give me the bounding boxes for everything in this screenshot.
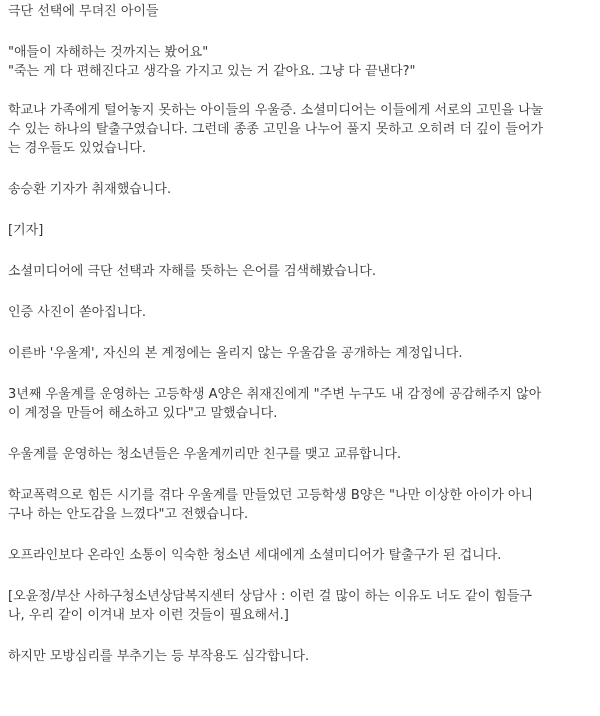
paragraph-student-b: [8, 486, 590, 524]
paragraph-line: 하지만 모방심리를 부추기는 등 부작용도 심각합니다.: [8, 649, 310, 664]
paragraph-line: 이 계정을 만들어 해소하고 있다"고 말했습니다.: [8, 406, 278, 421]
quote-line-2: "죽는 게 다 편해진다고 생각을 가지고 있는 거 같아요. 그냥 다 끝낸다?": [8, 64, 416, 79]
paragraph-search: [8, 262, 590, 281]
paragraph-line: 는 경우들도 있었습니다.: [8, 141, 146, 156]
paragraph-intro: [8, 101, 590, 158]
paragraph-line: 3년째 우울계를 운영하는 고등학생 A양은 취재진에게 "주변 누구도 내 감정에 공감해주지 않아: [8, 387, 542, 402]
paragraph-definition: [8, 344, 590, 363]
opening-quotes: [8, 43, 590, 81]
title-text: 극단 선택에 무뎌진 아이들: [8, 4, 159, 19]
paragraph-line: 소셜미디어에 극단 선택과 자해를 뜻하는 은어를 검색해봤습니다.: [8, 264, 376, 279]
paragraph-counselor-quote: [8, 587, 590, 625]
paragraph-line: 구나 하는 안도감을 느꼈다"고 전했습니다.: [8, 507, 249, 522]
paragraph-line: 오프라인보다 온라인 소통이 익숙한 청소년 세대에게 소셜미디어가 탈출구가 된 겁니다.: [8, 548, 502, 563]
paragraph-line: 나, 우리 같이 이겨내 보자 이런 것들이 필요해서.]: [8, 608, 289, 623]
reporter-text: 송승환 기자가 취재했습니다.: [8, 182, 172, 197]
paragraph-photos: [8, 303, 590, 322]
paragraph-line: 우울계를 운영하는 청소년들은 우울계끼리만 친구를 맺고 교류합니다.: [8, 447, 402, 462]
paragraph-line: 학교폭력으로 힘든 시기를 겪다 우울계를 만들었던 고등학생 B양은 "나만 이상한 아이가 아니: [8, 488, 533, 503]
paragraph-line: 인증 사진이 쏟아집니다.: [8, 305, 146, 320]
reporter-tag-text: [기자]: [8, 223, 44, 238]
article-title: [8, 2, 590, 21]
paragraph-escape: [8, 546, 590, 565]
quote-line-1: "애들이 자해하는 것까지는 봤어요": [8, 45, 209, 60]
paragraph-line: [오윤정/부산 사하구청소년상담복지센터 상담사 : 이런 걸 많이 하는 이유도 너도 같이 힘들구: [8, 589, 532, 604]
paragraph-line: 수 있는 하나의 탈출구였습니다. 그런데 종종 고민을 나누어 풀지 못하고 오히려 더 깊이 들어가: [8, 122, 544, 137]
paragraph-friends: [8, 445, 590, 464]
paragraph-student-a: [8, 385, 590, 423]
paragraph-line: 학교나 가족에게 털어놓지 못하는 아이들의 우울증. 소셜미디어는 이들에게 서로의 고민을 나눌: [8, 103, 544, 118]
paragraph-line: 이른바 '우울계', 자신의 본 계정에는 올리지 않는 우울감을 공개하는 계정입니다.: [8, 346, 463, 361]
reporter-line: [8, 180, 590, 199]
paragraph-side-effects: [8, 647, 590, 666]
reporter-tag: [8, 221, 590, 240]
